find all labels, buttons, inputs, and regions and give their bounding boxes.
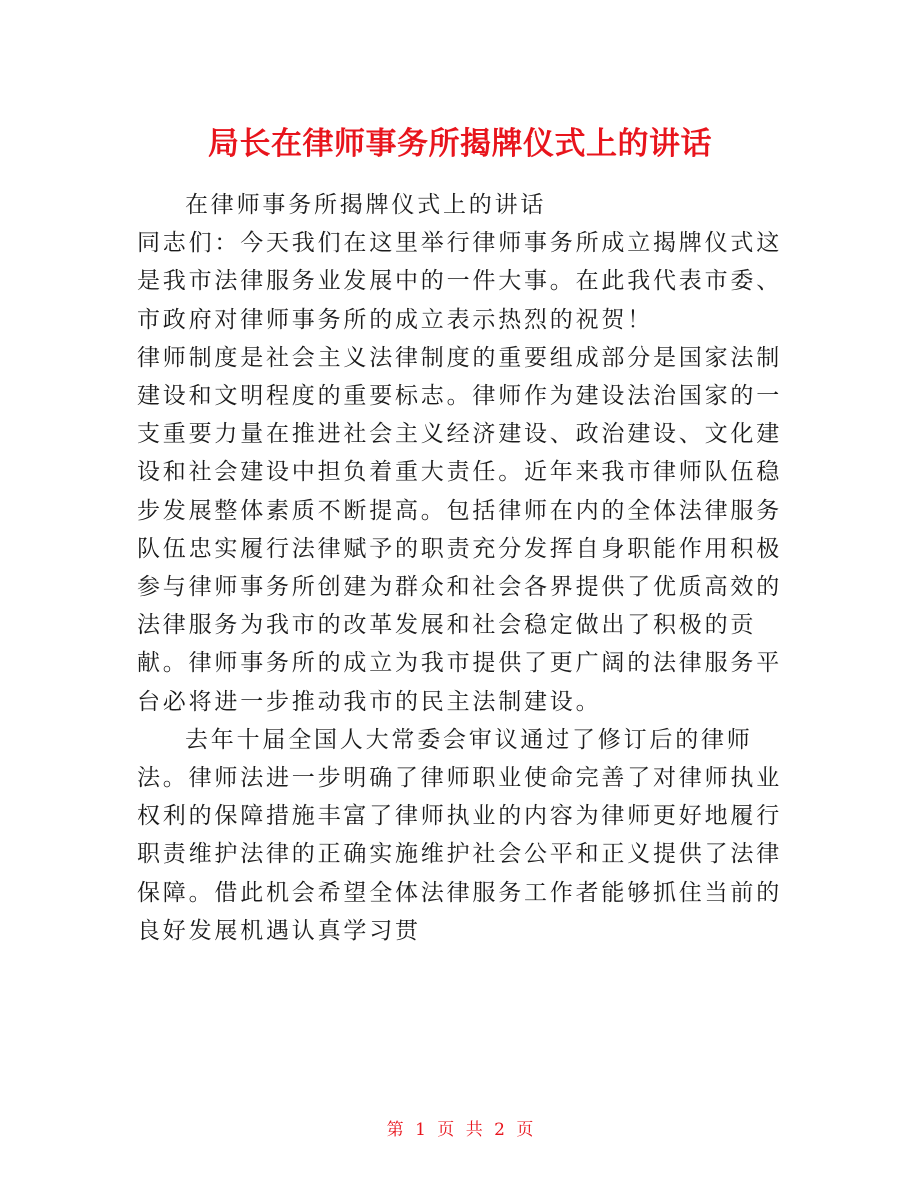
paragraph-greeting: 同志们：今天我们在这里举行律师事务所成立揭牌仪式这是我市法律服务业发展中的一件大事。在此我代表市委、市政府对律师事务所的成立表示热烈的祝贺！ bbox=[137, 230, 782, 333]
paragraph-subtitle: 在律师事务所揭牌仪式上的讲话 bbox=[185, 192, 547, 218]
page-number-footer: 第 1 页 共 2 页 bbox=[386, 1120, 534, 1140]
document-body bbox=[137, 186, 785, 950]
paragraph-lawyer-system: 律师制度是社会主义法律制度的重要组成部分是国家法制建设和文明程度的重要标志。律师作为建设法治国家的一支重要力量在推进社会主义经济建设、政治建设、文化建设和社会建设中担负着重大责任。近年来我市律师队伍稳步发展整体素质不断提高。包括律师在内的全体法律服务队伍忠实履行法律赋予的职责充分发挥自身职能作用积极参与律师事务所创建为群众和社会各界提供了优质高效的法律服务为我市的改革发展和社会稳定做出了积极的贡献。律师事务所的成立为我市提供了更广阔的法律服务平台必将进一步推动我市的民主法制建设。 bbox=[137, 344, 782, 715]
document-title: 局长在律师事务所揭牌仪式上的讲话 bbox=[208, 126, 712, 162]
paragraph-lawyer-law: 去年十届全国人大常委会审议通过了修订后的律师法。律师法进一步明确了律师职业使命完善了对律师执业权利的保障措施丰富了律师执业的内容为律师更好地履行职责维护法律的正确实施维护社会公平和正义提供了法律保障。借此机会希望全体法律服务工作者能够抓住当前的良好发展机遇认真学习贯 bbox=[137, 726, 782, 944]
